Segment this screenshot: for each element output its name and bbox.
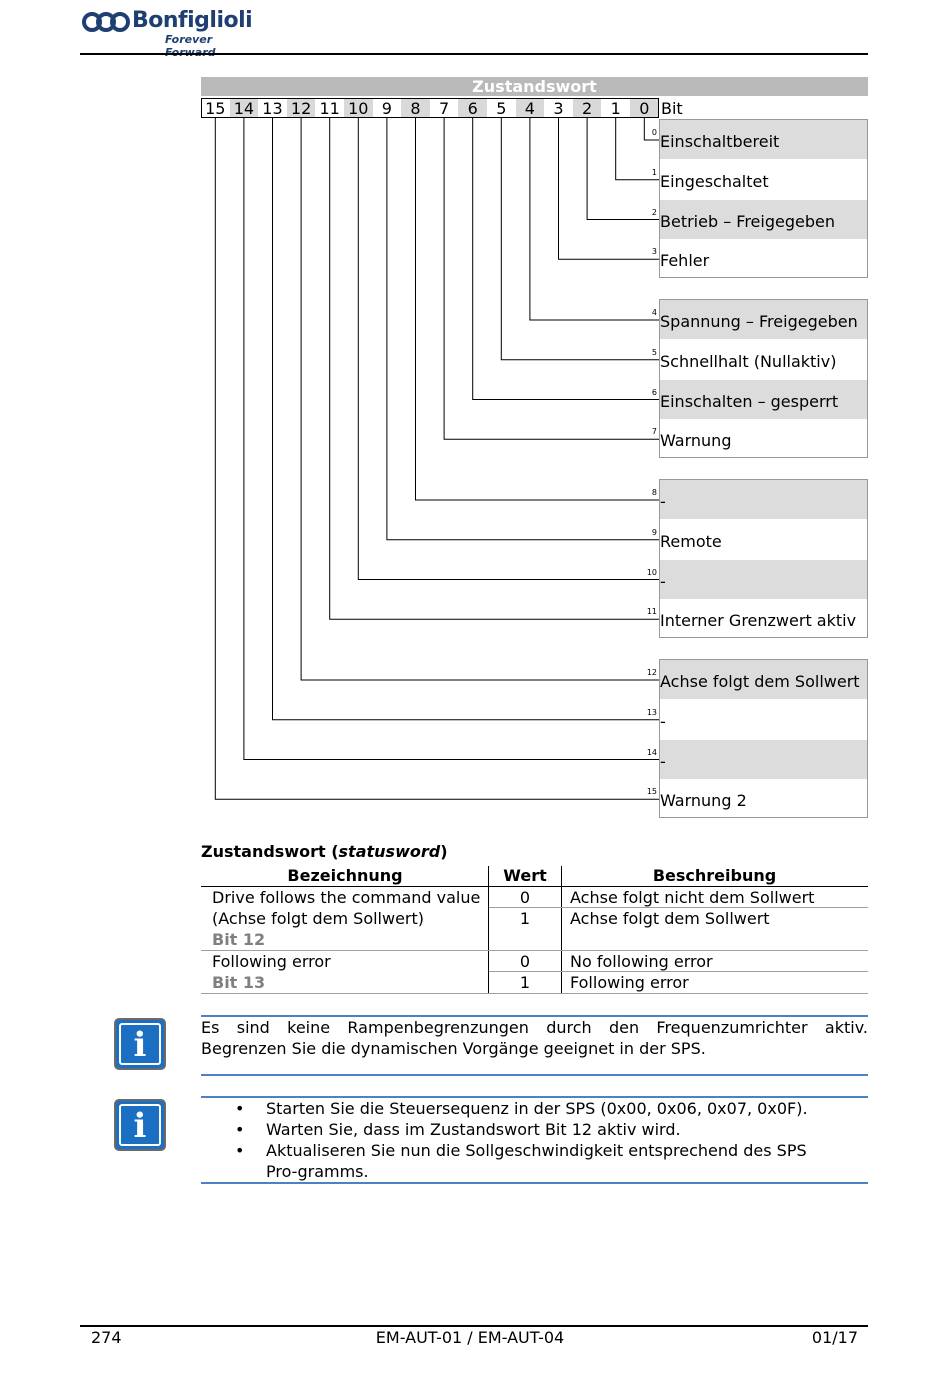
footer-rule xyxy=(80,1325,868,1327)
bit-number-label: 12 xyxy=(646,668,657,677)
bit-description-4: Spannung – Freigegeben xyxy=(660,300,867,339)
bit-number-label: 1 xyxy=(651,167,657,177)
table-cell-desc: Achse folgt nicht dem Sollwert xyxy=(570,888,815,907)
logo-rings-icon xyxy=(82,10,130,34)
bit-header-cell: 11 xyxy=(319,99,340,118)
bit-header-cell: 13 xyxy=(262,99,283,118)
bit-header-cell: 12 xyxy=(287,98,316,118)
bit-number-label: 7 xyxy=(651,427,657,437)
info-icon: i xyxy=(114,1099,166,1151)
bit-header-cell: 15 xyxy=(205,99,226,118)
bit-number-label: 14 xyxy=(646,747,657,757)
bit-header-cell: 0 xyxy=(630,98,659,118)
bit-header-cell: 9 xyxy=(381,99,392,118)
bit-number-label: 15 xyxy=(646,787,657,797)
table-cell-name: (Achse folgt dem Sollwert) xyxy=(212,909,425,928)
bit-header-cell: 8 xyxy=(401,98,430,118)
bit-description-11: Interner Grenzwert aktiv xyxy=(660,611,857,631)
table-bottom-rule xyxy=(201,993,868,994)
table-cell-name: Drive follows the command value xyxy=(212,888,481,907)
document-id: EM-AUT-01 / EM-AUT-04 xyxy=(375,1328,565,1347)
bit-description-12: Achse folgt dem Sollwert xyxy=(660,660,867,699)
header-beschreibung: Beschreibung xyxy=(652,866,777,885)
bit-description-3: Fehler xyxy=(660,251,710,271)
bit-number-label: 11 xyxy=(646,607,657,617)
brand-tagline: Forever Forward xyxy=(165,33,216,59)
table-cell-name: Following error xyxy=(212,952,331,971)
table-cell-value: 1 xyxy=(519,909,531,928)
bit-header-cell: 5 xyxy=(496,99,507,118)
table-cell-bit: Bit 13 xyxy=(212,973,266,992)
bit-header-cell: 3 xyxy=(553,99,564,118)
bit-connector-line xyxy=(273,118,660,720)
bit-number-label: 10 xyxy=(646,567,657,577)
bit-connector-line xyxy=(530,118,659,320)
bit-connector-line xyxy=(330,118,659,619)
bit-description-6: Einschalten – gesperrt xyxy=(660,380,867,419)
bit-connector-line xyxy=(416,118,660,500)
page-number: 274 xyxy=(91,1328,122,1347)
col-divider xyxy=(561,866,562,993)
bit-number-label: 6 xyxy=(651,387,657,397)
bit-description-10: - xyxy=(660,560,867,599)
bit-connector-line xyxy=(301,118,659,680)
bit-connector-line xyxy=(358,118,659,580)
info-note-1: Es sind keine Rampenbegrenzungen durch den Frequenzumrichter aktiv. Begrenzen Sie die dynamischen Vorgänge geeignet in der SPS. xyxy=(201,1018,868,1058)
bit-number-label: 8 xyxy=(651,488,657,497)
bit-connector-line xyxy=(444,118,659,439)
bit-number-label: 4 xyxy=(651,308,657,317)
bit-description-2: Betrieb – Freigegeben xyxy=(660,200,867,239)
header-rule xyxy=(80,53,868,55)
header-bezeichnung: Bezeichnung xyxy=(287,866,403,885)
list-item: • Warten Sie, dass im Zustandswort Bit 12 aktiv wird. xyxy=(235,1120,681,1139)
bit-description-5: Schnellhalt (Nullaktiv) xyxy=(660,351,837,371)
header-wert: Wert xyxy=(503,866,547,885)
bit-connector-line xyxy=(559,118,660,259)
brand-name: Bonfiglioli xyxy=(132,8,253,33)
info-icon: i xyxy=(114,1018,166,1070)
bit-number-label: 13 xyxy=(646,707,657,717)
bit-connector-line xyxy=(473,118,659,400)
list-item: • Starten Sie die Steuersequenz in der SPS (0x00, 0x06, 0x07, 0x0F). xyxy=(235,1099,808,1118)
bit-connector-line xyxy=(215,118,659,799)
list-item: • Aktualiseren Sie nun die Sollgeschwindigkeit entsprechend des SPS Pro-gramms. xyxy=(235,1141,807,1181)
bit-description-8: - xyxy=(660,480,867,519)
info-note-2 xyxy=(201,1098,868,1182)
table-cell-desc: Following error xyxy=(570,973,689,992)
bit-description-1: Eingeschaltet xyxy=(660,171,769,191)
bit-header-cell: 6 xyxy=(458,98,487,118)
bit-description-13: - xyxy=(660,711,666,731)
table-cell-desc: Achse folgt dem Sollwert xyxy=(570,909,770,928)
table-cell-value: 0 xyxy=(519,952,531,971)
note-bottom-rule xyxy=(201,1074,868,1076)
bit-number-label: 2 xyxy=(651,207,657,217)
bit-description-15: Warnung 2 xyxy=(660,791,747,811)
bit-number-label: 5 xyxy=(651,347,657,357)
bit-description-14: - xyxy=(660,740,867,779)
bonfiglioli-logo xyxy=(82,8,262,59)
bit-number-label: 3 xyxy=(651,247,657,257)
bit-connector-line xyxy=(387,118,659,540)
bit-header-cell: 7 xyxy=(439,99,450,118)
diagram-title: Zustandswort xyxy=(201,77,868,96)
table-cell-desc: No following error xyxy=(570,952,713,971)
bit-header-cell: 2 xyxy=(573,98,602,118)
bit-number-label: 9 xyxy=(651,527,657,537)
table-cell-value: 1 xyxy=(519,973,531,992)
bit-header-cell: 14 xyxy=(230,98,259,118)
bit-description-9: Remote xyxy=(660,531,722,551)
bit-header-cell: 4 xyxy=(516,98,545,118)
bit-header-cell: 10 xyxy=(344,98,373,118)
bit-description-7: Warnung xyxy=(660,431,732,451)
bit-header-cell: 1 xyxy=(610,99,621,118)
table-cell-value: 0 xyxy=(519,888,531,907)
bit-description-0: Einschaltbereit xyxy=(660,120,867,159)
table-cell-bit: Bit 12 xyxy=(212,930,266,949)
bit-number-label: 0 xyxy=(651,128,657,137)
bit-connector-line xyxy=(501,118,659,360)
table-title: Zustandswort (statusword) xyxy=(201,842,448,861)
note-bottom-rule xyxy=(201,1182,868,1184)
document-date: 01/17 xyxy=(811,1328,858,1347)
bit-connector-line xyxy=(244,118,659,760)
bit-label: Bit xyxy=(661,99,683,118)
